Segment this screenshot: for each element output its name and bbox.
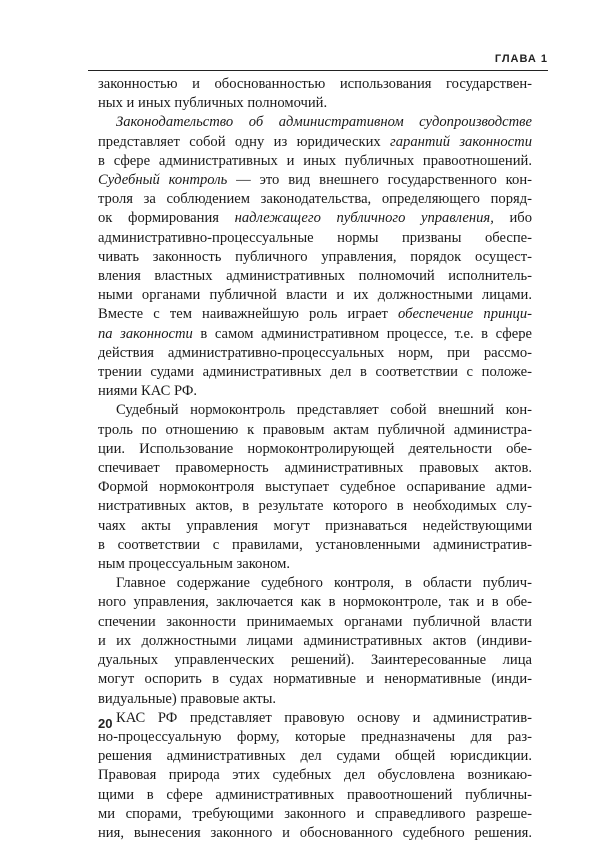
text-line <box>98 113 532 132</box>
text-line: КАС РФ представляет правовую основу и административ- <box>116 709 532 726</box>
text-line: в соответствии с правилами, установленными административ- <box>98 536 532 553</box>
text-line: ниями КАС РФ. <box>98 383 197 400</box>
text-line <box>98 171 532 190</box>
text-line: ного управления, заключается как в нормоконтроле, так и в обе- <box>98 594 532 611</box>
page-body <box>98 75 532 843</box>
text-line: вления властных административных полномочий исполнитель- <box>98 268 532 285</box>
text-line: Формой нормоконтроля выступает судебное оспаривание адми- <box>98 479 532 496</box>
text-line: нистративных актов, в результате которого в необходимых слу- <box>98 498 532 515</box>
italic-term: надлежащего публичного управления, <box>234 210 494 227</box>
italic-term: обеспечение принци- <box>398 306 532 323</box>
italic-term: Судебный контроль <box>98 172 228 189</box>
text-line: решения административных дел судами общей юрисдикции. <box>98 748 532 765</box>
page-number: 20 <box>98 716 113 731</box>
text-line: но-процессуальную форму, которые предназначены для раз- <box>98 728 532 745</box>
text-line: ния, вынесения законного и обоснованного судебного решения. <box>98 824 532 841</box>
text-line: дуальных управленческих решений). Заинтересованные лица <box>98 652 532 669</box>
text-line: Главное содержание судебного контроля, в области публич- <box>116 575 532 592</box>
text-line <box>98 325 532 344</box>
chapter-heading: ГЛАВА 1 <box>494 53 548 65</box>
text-line: административно-процессуальные нормы призваны обеспе- <box>98 229 532 246</box>
text-line: спечении законности принимаемых органами публичной власти <box>98 613 532 630</box>
text-line: видуальные) правовые акты. <box>98 690 277 707</box>
text-line: троль по отношению к правовым актам публичной администра- <box>98 421 532 438</box>
text-run: в самом административном процессе, т.е. в сфере <box>192 325 532 342</box>
text-run: ибо <box>493 210 532 227</box>
text-line: и их должностными лицами административных актов (индиви- <box>98 632 532 649</box>
text-line: в сфере административных и иных публичных правоотношений. <box>98 152 532 169</box>
italic-term: па законности <box>98 325 193 342</box>
text-line: ным процессуальным законом. <box>98 556 291 573</box>
text-line: щими в сфере административных правоотношений публичны- <box>98 786 532 803</box>
text-line: чивать законность публичного управления, порядок осущест- <box>98 248 532 265</box>
text-line <box>98 209 532 228</box>
text-line: трении судами административных дел в соответствии с положе- <box>98 364 532 381</box>
text-line: действия административно-процессуальных норм, при рассмо- <box>98 344 532 361</box>
text-line: троля за соблюдением законодательства, определяющего поряд- <box>98 191 532 208</box>
text-line: ции. Использование нормоконтролирующей деятельности обе- <box>98 440 532 457</box>
text-run: — это вид внешнего государственного кон- <box>227 172 532 189</box>
text-run: ок формирования <box>98 210 235 227</box>
text-run: Вместе с тем наиважнейшую роль играет <box>98 306 399 323</box>
header-divider <box>88 70 548 71</box>
text-line: ными органами публичной власти и их должностными лицами. <box>98 287 532 304</box>
text-run: представляет собой одну из юридических <box>98 133 391 150</box>
text-line: ных и иных публичных полномочий. <box>98 95 328 112</box>
text-line: чаях акты управления могут признаваться недействующими <box>98 517 532 534</box>
italic-term: Законодательство об административном судопроизводстве <box>116 114 532 131</box>
text-line: спечивает правомерность административных правовых актов. <box>98 460 532 477</box>
text-line: могут оспорить в судах нормативные и ненормативные (инди- <box>98 671 532 688</box>
text-line: Судебный нормоконтроль представляет собой внешний кон- <box>116 402 532 419</box>
text-line: законностью и обоснованностью использования государствен- <box>98 76 532 92</box>
text-line: ми спорами, требующими законного и справедливого разреше- <box>98 805 532 822</box>
text-line <box>98 133 532 152</box>
italic-term: гарантий законности <box>390 133 532 150</box>
text-line <box>98 305 532 324</box>
text-line: Правовая природа этих судебных дел обусловлена возникаю- <box>98 767 532 784</box>
